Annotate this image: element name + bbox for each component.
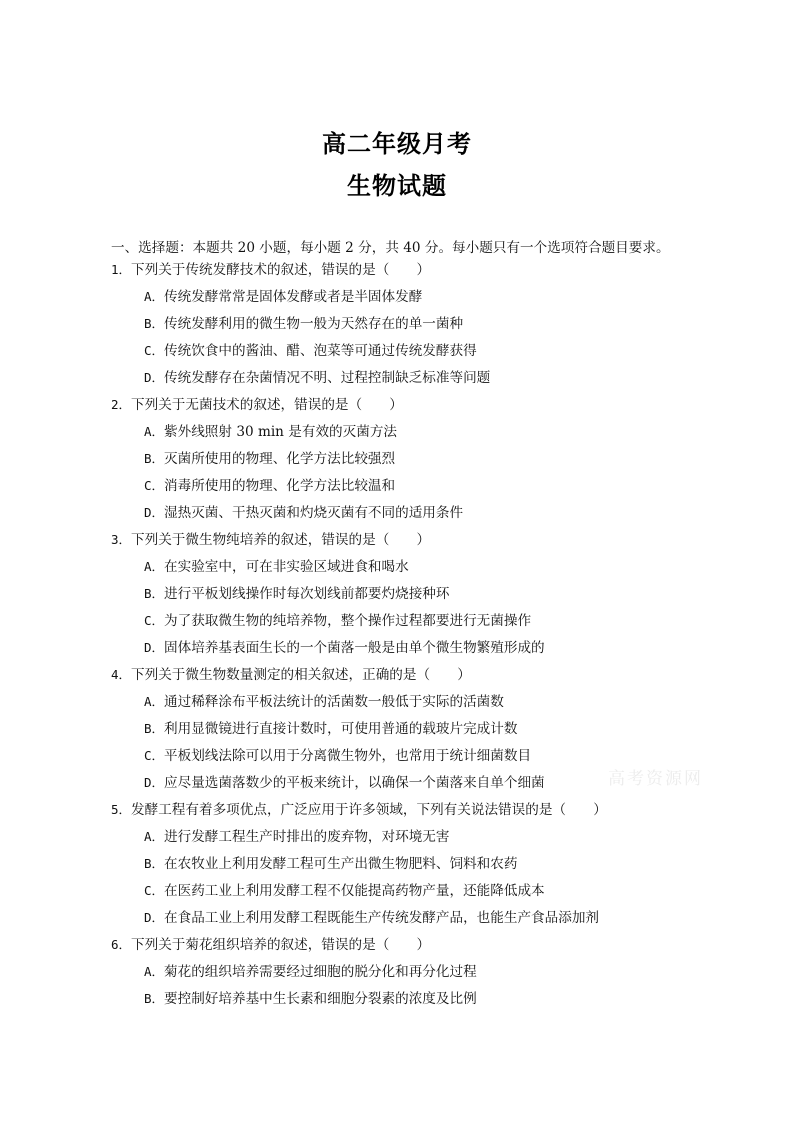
- option-letter: A．: [144, 694, 165, 709]
- option-text: 湿热灭菌、干热灭菌和灼烧灭菌有不同的适用条件: [164, 505, 464, 521]
- answer-option: [0, 877, 794, 904]
- option-letter: A．: [144, 829, 165, 844]
- question-text: 下列关于传统发酵技术的叙述，错误的是（ ）: [131, 262, 431, 278]
- option-text: 传统发酵常常是固体发酵或者是半固体发酵: [164, 289, 423, 305]
- option-letter: C．: [144, 343, 165, 358]
- option-text: 进行发酵工程生产时排出的废弃物，对环境无害: [164, 829, 450, 845]
- answer-option: [0, 634, 794, 661]
- answer-option: [0, 607, 794, 634]
- answer-option: [0, 337, 794, 364]
- question-number: 5．: [111, 802, 132, 817]
- question-stem: [0, 391, 794, 418]
- question-number: 4．: [111, 667, 132, 682]
- option-letter: D．: [144, 640, 165, 655]
- option-letter: C．: [144, 613, 165, 628]
- option-text: 在实验室中，可在非实验区域进食和喝水: [164, 559, 409, 575]
- answer-option: [0, 715, 794, 742]
- question-text: 下列关于菊花组织培养的叙述，错误的是（ ）: [131, 937, 431, 953]
- option-text: 传统饮食中的酱油、醋、泡菜等可通过传统发酵获得: [164, 343, 477, 359]
- option-letter: D．: [144, 775, 165, 790]
- option-letter: A．: [144, 964, 165, 979]
- answer-option: [0, 553, 794, 580]
- answer-option: [0, 283, 794, 310]
- option-letter: D．: [144, 910, 165, 925]
- option-text: 灭菌所使用的物理、化学方法比较强烈: [164, 451, 396, 467]
- question-item: [0, 391, 794, 526]
- question-item: [0, 256, 794, 391]
- option-text: 平板划线法除可以用于分离微生物外，也常用于统计细菌数目: [164, 748, 532, 764]
- question-stem: [0, 931, 794, 958]
- question-number: 3．: [111, 532, 132, 547]
- question-item: [0, 931, 794, 1012]
- option-letter: A．: [144, 424, 165, 439]
- option-text: 消毒所使用的物理、化学方法比较温和: [164, 478, 396, 494]
- option-letter: B．: [144, 856, 165, 871]
- option-letter: B．: [144, 721, 165, 736]
- answer-option: [0, 985, 794, 1012]
- exam-title: 高二年级月考: [322, 129, 472, 158]
- watermark-logo: 高考资源网: [608, 769, 703, 789]
- option-text: 在医药工业上利用发酵工程不仅能提高药物产量，还能降低成本: [164, 883, 545, 899]
- answer-option: [0, 364, 794, 391]
- answer-option: [0, 499, 794, 526]
- option-text: 传统发酵利用的微生物一般为天然存在的单一菌种: [164, 316, 464, 332]
- answer-option: [0, 418, 794, 445]
- answer-option: [0, 310, 794, 337]
- section-heading: 一、选择题：本题共 20 小题，每小题 2 分，共 40 分。每小题只有一个选项符合题目要求。: [111, 240, 670, 256]
- question-item: [0, 526, 794, 661]
- option-text: 进行平板划线操作时每次划线前都要灼烧接种环: [164, 586, 450, 602]
- question-list: [0, 256, 794, 1012]
- option-letter: B．: [144, 451, 165, 466]
- option-letter: D．: [144, 370, 165, 385]
- option-text: 菊花的组织培养需要经过细胞的脱分化和再分化过程: [164, 964, 477, 980]
- answer-option: [0, 580, 794, 607]
- question-stem: [0, 526, 794, 553]
- option-letter: B．: [144, 991, 165, 1006]
- answer-option: [0, 445, 794, 472]
- answer-option: [0, 904, 794, 931]
- option-text: 传统发酵存在杂菌情况不明、过程控制缺乏标准等问题: [164, 370, 491, 386]
- option-text: 在食品工业上利用发酵工程既能生产传统发酵产品，也能生产食品添加剂: [164, 910, 600, 926]
- question-text: 下列关于微生物数量测定的相关叙述，正确的是（ ）: [131, 667, 471, 683]
- question-item: [0, 796, 794, 931]
- answer-option: [0, 958, 794, 985]
- option-text: 要控制好培养基中生长素和细胞分裂素的浓度及比例: [164, 991, 477, 1007]
- option-letter: D．: [144, 505, 165, 520]
- option-letter: C．: [144, 883, 165, 898]
- answer-option: [0, 472, 794, 499]
- question-number: 6．: [111, 937, 132, 952]
- option-letter: B．: [144, 316, 165, 331]
- question-number: 2．: [111, 397, 132, 412]
- option-letter: C．: [144, 748, 165, 763]
- option-text: 应尽量选菌落数少的平板来统计，以确保一个菌落来自单个细菌: [164, 775, 545, 791]
- question-stem: [0, 796, 794, 823]
- question-number: 1．: [111, 262, 132, 277]
- exam-subtitle: 生物试题: [347, 171, 447, 200]
- option-text: 利用显微镜进行直接计数时，可使用普通的载玻片完成计数: [164, 721, 518, 737]
- question-stem: [0, 256, 794, 283]
- answer-option: [0, 823, 794, 850]
- question-stem: [0, 661, 794, 688]
- option-text: 为了获取微生物的纯培养物，整个操作过程都要进行无菌操作: [164, 613, 532, 629]
- question-text: 下列关于微生物纯培养的叙述，错误的是（ ）: [131, 532, 431, 548]
- option-letter: B．: [144, 586, 165, 601]
- question-text: 发酵工程有着多项优点，广泛应用于许多领域，下列有关说法错误的是（ ）: [131, 802, 607, 818]
- option-text: 固体培养基表面生长的一个菌落一般是由单个微生物繁殖形成的: [164, 640, 545, 656]
- option-text: 通过稀释涂布平板法统计的活菌数一般低于实际的活菌数: [164, 694, 504, 710]
- option-text: 在农牧业上利用发酵工程可生产出微生物肥料、饲料和农药: [164, 856, 518, 872]
- option-letter: C．: [144, 478, 165, 493]
- answer-option: [0, 850, 794, 877]
- answer-option: [0, 688, 794, 715]
- option-letter: A．: [144, 289, 165, 304]
- question-text: 下列关于无菌技术的叙述，错误的是（ ）: [131, 397, 403, 413]
- option-letter: A．: [144, 559, 165, 574]
- option-text: 紫外线照射 30 min 是有效的灭菌方法: [164, 424, 398, 440]
